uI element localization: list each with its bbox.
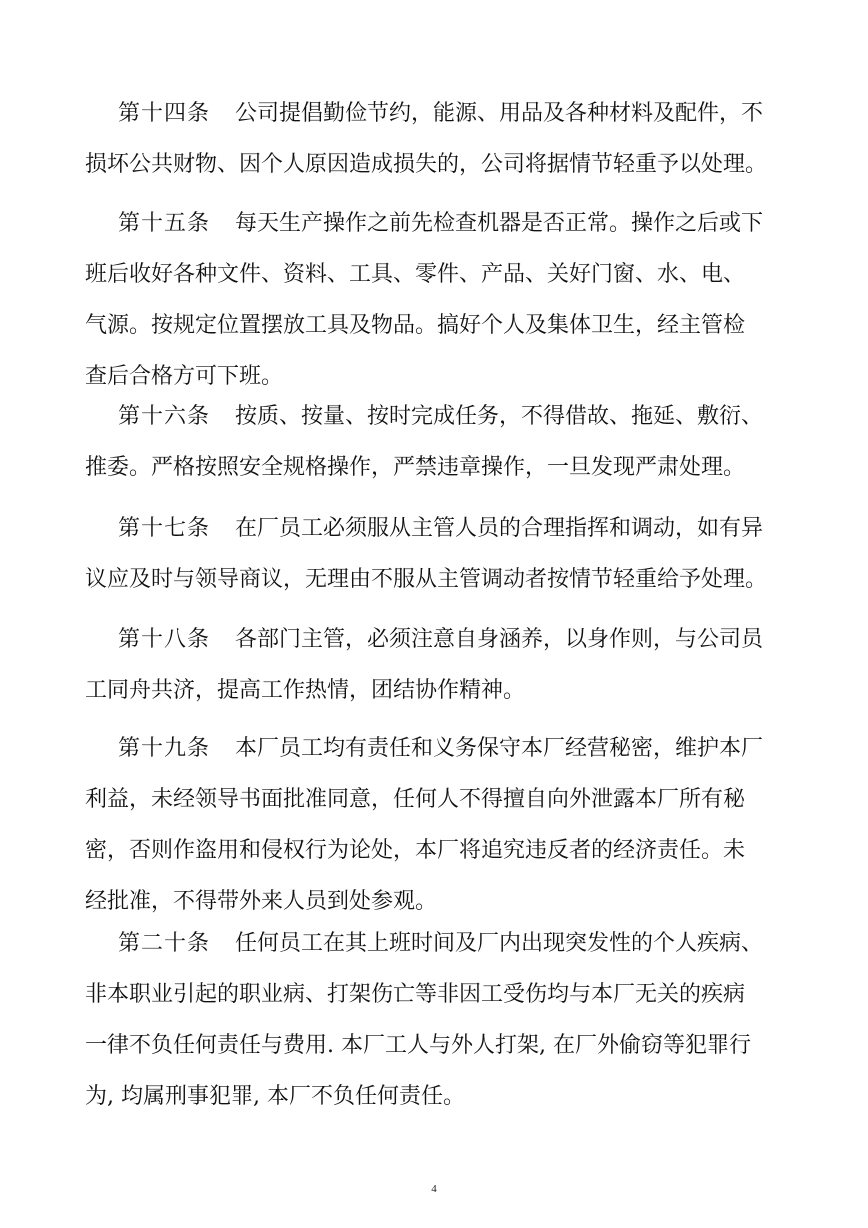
article-title: 第十六条 bbox=[118, 404, 211, 429]
article-15 bbox=[85, 198, 785, 402]
page-number: 4 bbox=[431, 1183, 437, 1195]
article-text: 密，否则作盗用和侵权行为论处，本厂将追究违反者的经济责任。未 bbox=[85, 838, 746, 863]
article-title: 第十九条 bbox=[118, 736, 211, 761]
article-first-line bbox=[85, 198, 785, 249]
article-first-line bbox=[85, 723, 785, 774]
article-text: 各部门主管，必须注意自身涵养，以身作则，与公司员 bbox=[235, 627, 764, 652]
article-19 bbox=[85, 723, 785, 927]
article-14 bbox=[85, 88, 785, 190]
article-16 bbox=[85, 391, 785, 493]
article-text: 班后收好各种文件、资料、工具、零件、产品、关好门窗、水、电、 bbox=[85, 262, 746, 287]
article-text: 经批准，不得带外来人员到处参观。 bbox=[85, 889, 438, 914]
article-text: 气源。按规定位置摆放工具及物品。搞好个人及集体卫生，经主管检 bbox=[85, 313, 746, 338]
article-text: 推委。严格按照安全规格操作，严禁违章操作，一旦发现严肃处理。 bbox=[85, 455, 746, 480]
article-first-line bbox=[85, 391, 785, 442]
article-text: 为, 均属刑事犯罪, 本厂不负任何责任。 bbox=[85, 1084, 465, 1109]
article-text: 在厂员工必须服从主管人员的合理指挥和调动，如有异 bbox=[235, 516, 764, 541]
article-title: 第十八条 bbox=[118, 627, 211, 652]
article-title: 第十七条 bbox=[118, 516, 211, 541]
article-first-line bbox=[85, 614, 785, 665]
article-text: 非本职业引起的职业病、打架伤亡等非因工受伤均与本厂无关的疾病 bbox=[85, 982, 746, 1007]
article-text: 公司提倡勤俭节约，能源、用品及各种材料及配件，不 bbox=[235, 101, 764, 126]
article-text: 查后合格方可下班。 bbox=[85, 364, 284, 389]
article-text: 按质、按量、按时完成任务，不得借故、拖延、敷衍、 bbox=[235, 404, 764, 429]
article-17 bbox=[85, 503, 785, 605]
article-text: 每天生产操作之前先检查机器是否正常。操作之后或下 bbox=[235, 211, 764, 236]
article-text: 利益，未经领导书面批准同意，任何人不得擅自向外泄露本厂所有秘 bbox=[85, 787, 746, 812]
article-text: 损坏公共财物、因个人原因造成损失的，公司将据情节轻重予以处理。 bbox=[85, 152, 768, 177]
article-first-line bbox=[85, 918, 785, 969]
article-title: 第二十条 bbox=[118, 931, 211, 956]
article-20 bbox=[85, 918, 785, 1122]
article-text: 本厂员工均有责任和义务保守本厂经营秘密，维护本厂 bbox=[235, 736, 764, 761]
article-first-line bbox=[85, 88, 785, 139]
article-18 bbox=[85, 614, 785, 716]
article-first-line bbox=[85, 503, 785, 554]
article-text: 任何员工在其上班时间及厂内出现突发性的个人疾病、 bbox=[235, 931, 764, 956]
article-text: 议应及时与领导商议，无理由不服从主管调动者按情节轻重给予处理。 bbox=[85, 567, 768, 592]
article-title: 第十四条 bbox=[118, 101, 211, 126]
article-text: 工同舟共济，提高工作热情，团结协作精神。 bbox=[85, 678, 526, 703]
article-title: 第十五条 bbox=[118, 211, 211, 236]
article-text: 一律不负任何责任与费用. 本厂工人与外人打架, 在厂外偷窃等犯罪行 bbox=[85, 1033, 751, 1058]
